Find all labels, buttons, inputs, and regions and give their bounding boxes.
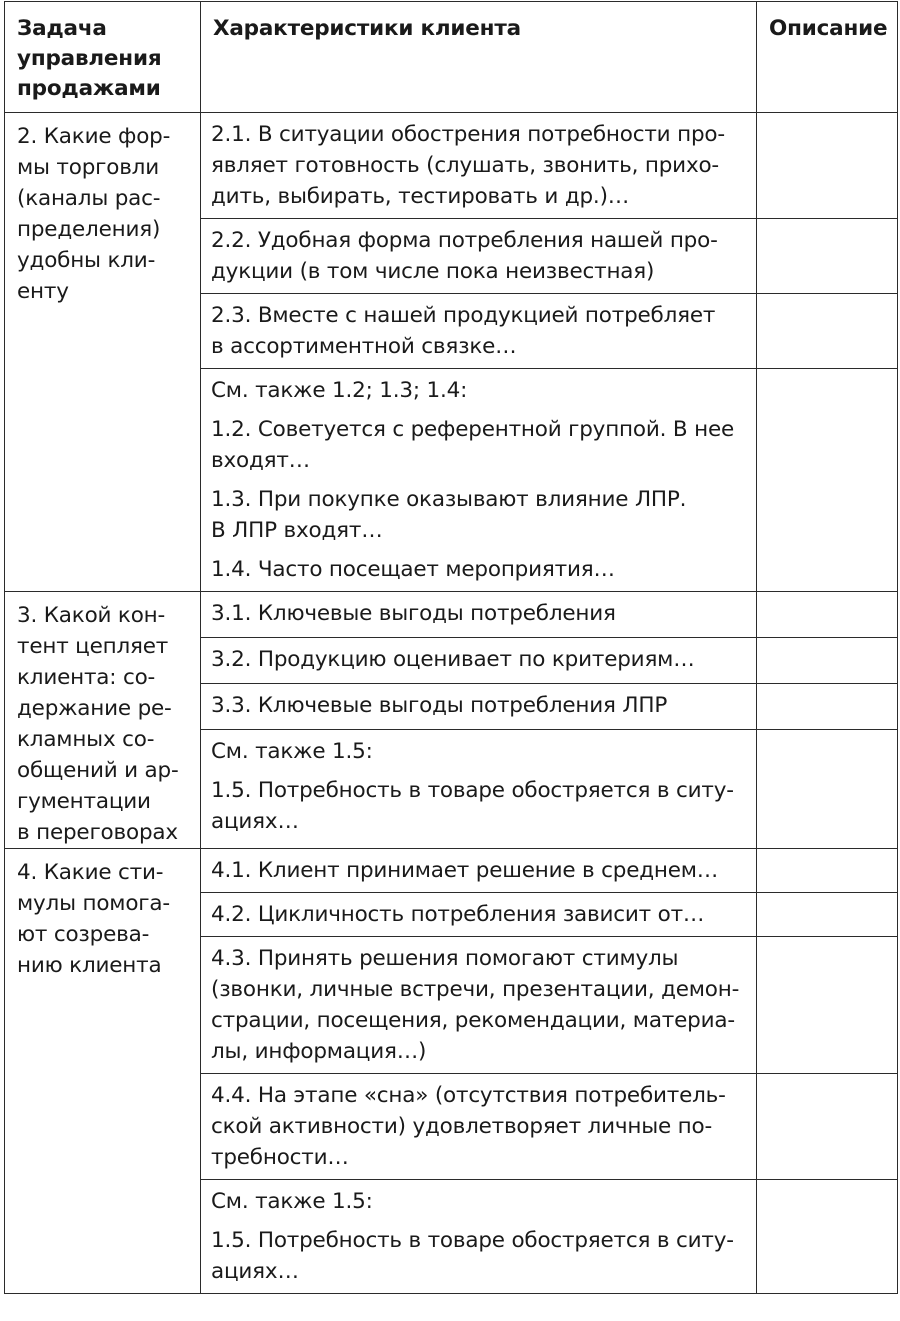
text-line: требности… [211, 1145, 349, 1170]
text-line: (звонки, личные встречи, презентации, демон- [211, 977, 740, 1002]
see-also-text: См. также 1.2; 1.3; 1.4: [211, 378, 468, 403]
text-line: входят… [211, 448, 310, 473]
characteristic-cell [201, 937, 757, 1074]
characteristic-cell [201, 893, 757, 937]
characteristic-cell [201, 1180, 757, 1294]
characteristic-cell [201, 369, 757, 592]
text-line: 4.1. Клиент принимает решение в среднем… [211, 858, 719, 883]
task-line: общений и ар- [17, 758, 179, 783]
text-line: 2.2. Удобная форма потребления нашей про- [211, 228, 718, 253]
description-cell[interactable] [757, 294, 898, 369]
task-line: держание ре- [17, 696, 172, 721]
task-line: в переговорах [17, 820, 178, 845]
text-paragraph [211, 484, 746, 546]
text-line: 4.3. Принять решения помогают стимулы [211, 946, 679, 971]
task-line: тент цепляет [17, 634, 169, 659]
text-line: в ассортиментной связке… [211, 334, 517, 359]
characteristic-cell [201, 592, 757, 638]
characteristic-cell [201, 637, 757, 683]
text-paragraph [211, 775, 746, 837]
text-line: 4.4. На этапе «сна» (отсутствия потребитель- [211, 1083, 726, 1108]
task-line: мулы помога- [17, 891, 170, 916]
characteristic-cell [201, 113, 757, 219]
task-line: удобны кли- [17, 248, 156, 273]
text-line: 1.3. При покупке оказывают влияние ЛПР. [211, 487, 687, 512]
task-line: клиента: со- [17, 665, 156, 690]
text-line: дить, выбирать, тестировать и др.)… [211, 184, 630, 209]
text-line: 1.5. Потребность в товаре обостряется в ситу- [211, 1228, 734, 1253]
characteristic-cell [201, 1074, 757, 1180]
text-line: ациях… [211, 808, 299, 834]
task-line: ют созрева- [17, 922, 150, 947]
task-line: гументации [17, 789, 151, 814]
text-line: 3.1. Ключевые выгоды потребления [211, 601, 616, 626]
sales-tasks-table [4, 1, 898, 1294]
task-line: нию клиента [17, 953, 162, 978]
table-row [5, 592, 898, 638]
text-line: 4.2. Цикличность потребления зависит от… [211, 902, 705, 927]
text-line: 3.2. Продукцию оценивает по критериям… [211, 646, 695, 672]
table-row [5, 113, 898, 219]
characteristic-cell [201, 219, 757, 294]
text-paragraph [211, 1225, 746, 1287]
header-description-cell [757, 2, 898, 113]
header-row [5, 2, 898, 113]
description-cell[interactable] [757, 219, 898, 294]
text-line: 1.2. Советуется с референтной группой. В нее [211, 417, 734, 442]
description-cell[interactable] [757, 729, 898, 848]
text-line: 1.5. Потребность в товаре обостряется в ситу- [211, 777, 734, 803]
description-cell[interactable] [757, 592, 898, 638]
table-row [5, 849, 898, 893]
header-description-label: Описание [769, 16, 888, 41]
task-line: 2. Какие фор- [17, 124, 171, 149]
description-cell[interactable] [757, 937, 898, 1074]
text-line: страции, посещения, рекомендации, материа- [211, 1008, 735, 1033]
characteristic-cell [201, 683, 757, 729]
task-line: мы торговли [17, 155, 159, 180]
task-line: енту [17, 279, 69, 304]
task-line: пределения) [17, 217, 161, 242]
text-line: 2.3. Вместе с нашей продукцией потребляет [211, 303, 716, 328]
text-line: ациях… [211, 1259, 299, 1284]
header-task-line: продажами [17, 76, 161, 101]
header-task-line: управления [17, 46, 162, 71]
description-cell[interactable] [757, 113, 898, 219]
header-task-cell [5, 2, 201, 113]
see-also-text: См. также 1.5: [211, 1189, 373, 1214]
characteristic-cell [201, 849, 757, 893]
task-cell-2 [5, 113, 201, 592]
text-line: 3.3. Ключевые выгоды потребления ЛПР [211, 692, 668, 718]
text-paragraph [211, 414, 746, 476]
task-cell-4 [5, 849, 201, 1294]
characteristic-cell [201, 729, 757, 848]
text-line: дукции (в том числе пока неизвестная) [211, 259, 655, 284]
task-line: (каналы рас- [17, 186, 161, 211]
header-client-label: Характеристики клиента [213, 16, 521, 41]
text-line: 1.4. Часто посещает мероприятия… [211, 557, 615, 582]
text-line: являет готовность (слушать, звонить, прихо- [211, 153, 719, 178]
text-line: 2.1. В ситуации обострения потребности про- [211, 122, 725, 147]
task-cell-3 [5, 592, 201, 849]
text-line: лы, информация…) [211, 1039, 427, 1064]
characteristic-cell [201, 294, 757, 369]
header-client-cell [201, 2, 757, 113]
text-line: В ЛПР входят… [211, 518, 383, 543]
task-line: 3. Какой кон- [17, 603, 166, 628]
task-line: 4. Какие сти- [17, 860, 164, 885]
description-cell[interactable] [757, 637, 898, 683]
text-line: ской активности) удовлетворяет личные по- [211, 1114, 713, 1139]
see-also-text: См. также 1.5: [211, 738, 373, 764]
description-cell[interactable] [757, 1180, 898, 1294]
description-cell[interactable] [757, 849, 898, 893]
description-cell[interactable] [757, 893, 898, 937]
description-cell[interactable] [757, 1074, 898, 1180]
header-task-line: Задача [17, 16, 107, 41]
task-line: кламных со- [17, 727, 155, 752]
description-cell[interactable] [757, 369, 898, 592]
description-cell[interactable] [757, 683, 898, 729]
